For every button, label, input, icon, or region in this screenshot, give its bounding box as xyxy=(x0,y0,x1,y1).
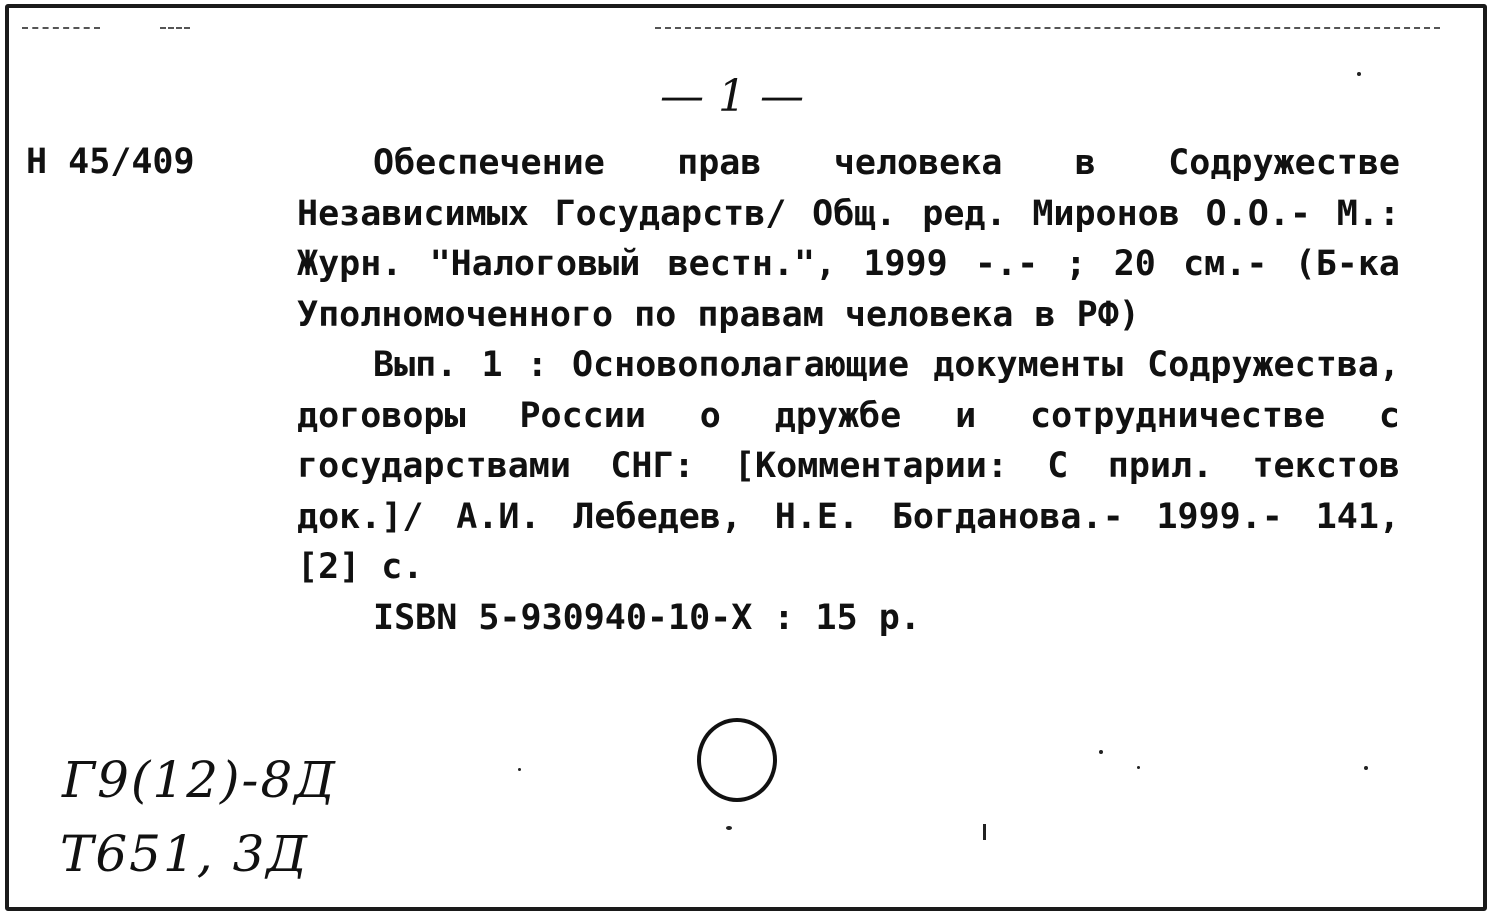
scan-speck xyxy=(518,768,521,771)
page-number: — 1 — xyxy=(660,71,804,122)
handwritten-classification-1: Г9(12)-8Д xyxy=(62,751,337,809)
scan-speck xyxy=(1099,750,1103,754)
isbn-line: ISBN 5-930940-10-X : 15 р. xyxy=(373,597,921,638)
volume-entry: Вып. 1 : Основополагающие документы Содружества, договоры России о дружбе и сотрудничестве с государствами СНГ: [Комментарии: С прил. текстов док.]/ А.И. Лебедев, Н.Е. Богданова.- 1999.- 141, [2] с. xyxy=(297,345,1400,587)
call-number: Н 45/409 xyxy=(26,142,195,182)
scan-speck xyxy=(726,826,732,830)
scan-speck xyxy=(1357,72,1361,76)
scan-speck xyxy=(1364,766,1368,770)
title-entry: Обеспечение прав человека в Содружестве Независимых Государств/ Общ. ред. Миронов О.О.- М.: Журн. "Налоговый вестн.", 1999 -.- ; 20 см.- (Б-ка Уполномоченного по правам человека в РФ) xyxy=(297,143,1400,335)
top-dashed-rule-left xyxy=(22,27,100,29)
bibliographic-record xyxy=(297,138,1400,643)
scan-tick-mark xyxy=(983,824,986,840)
scan-speck xyxy=(1137,766,1140,769)
top-dashed-rule-left-short xyxy=(160,27,190,29)
top-dashed-rule-right xyxy=(655,27,1440,29)
handwritten-classification-2: Т651, 3Д xyxy=(60,825,310,883)
stamp-circle xyxy=(697,718,777,802)
